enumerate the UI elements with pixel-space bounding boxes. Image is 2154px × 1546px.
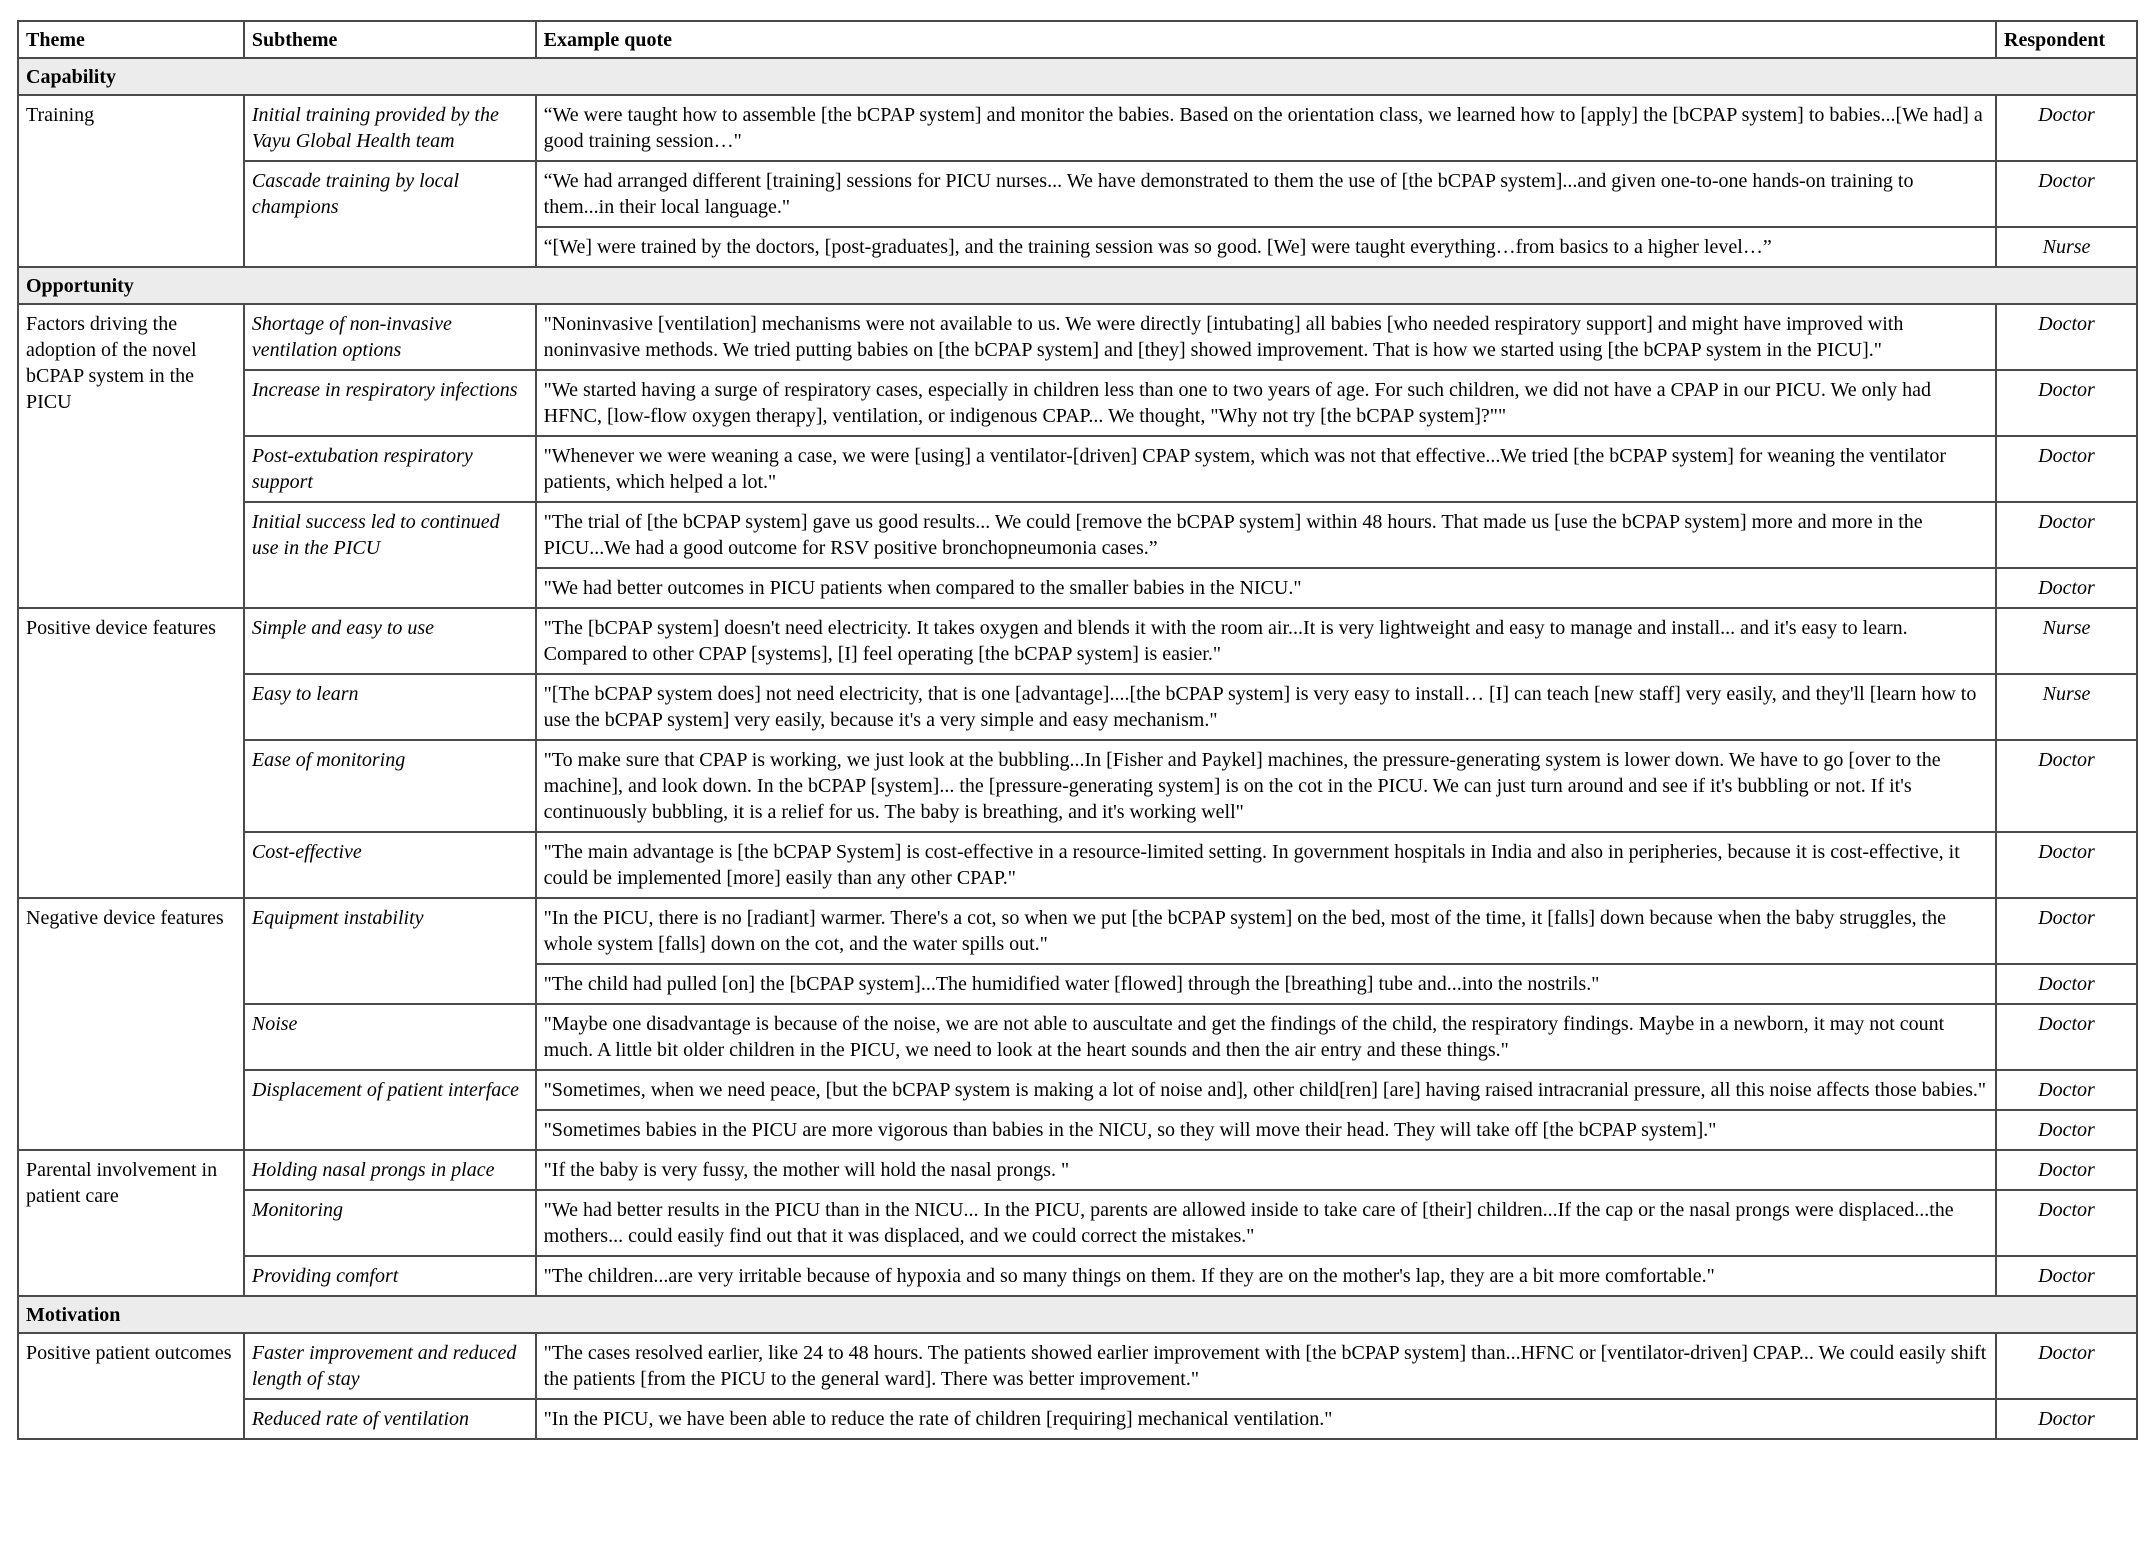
respondent-cell: Nurse [1996,227,2137,267]
table-row [18,740,2137,832]
respondent-cell: Doctor [1996,568,2137,608]
theme-cell: Training [18,95,244,267]
theme-cell: Positive device features [18,608,244,898]
section-motivation: Motivation [18,1296,2137,1333]
respondent-cell: Doctor [1996,1070,2137,1110]
subtheme-cell: Ease of monitoring [244,740,536,832]
table-row [18,1399,2137,1439]
subtheme-cell: Reduced rate of ventilation [244,1399,536,1439]
respondent-cell: Doctor [1996,1333,2137,1399]
respondent-cell: Nurse [1996,674,2137,740]
quote-cell: "If the baby is very fussy, the mother will hold the nasal prongs. " [536,1150,1996,1190]
table-row [18,436,2137,502]
subtheme-cell: Noise [244,1004,536,1070]
respondent-cell: Doctor [1996,1190,2137,1256]
theme-cell: Parental involvement in patient care [18,1150,244,1296]
quote-cell: "The [bCPAP system] doesn't need electricity. It takes oxygen and blends it with the room air...It is very lightweight and easy to manage and install... and it's easy to learn. Compared to other CPAP [systems], [I] feel operating [the bCPAP system] is easier." [536,608,1996,674]
subtheme-cell: Displacement of patient interface [244,1070,536,1150]
subtheme-cell: Post-extubation respiratory support [244,436,536,502]
quote-cell: "Sometimes babies in the PICU are more vigorous than babies in the NICU, so they will move their head. They will take off [the bCPAP system]." [536,1110,1996,1150]
theme-cell: Negative device features [18,898,244,1150]
quote-cell: "We had better outcomes in PICU patients when compared to the smaller babies in the NICU." [536,568,1996,608]
quote-cell: "The child had pulled [on] the [bCPAP system]...The humidified water [flowed] through the [breathing] tube and...into the nostrils." [536,964,1996,1004]
subtheme-cell: Cascade training by local champions [244,161,536,267]
table-row [18,304,2137,370]
quote-cell: "Noninvasive [ventilation] mechanisms were not available to us. We were directly [intubating] all babies [who needed respiratory support] and might have improved with noninvasive methods. We tried putting babies on [the bCPAP system] and [they] showed improvement. That is how we started using [the bCPAP system in the PICU]." [536,304,1996,370]
respondent-cell: Doctor [1996,740,2137,832]
header-quote: Example quote [536,21,1996,58]
table-row [18,161,2137,227]
table-row [18,1004,2137,1070]
quote-cell: "[The bCPAP system does] not need electricity, that is one [advantage]....[the bCPAP system] is very easy to install… [I] can teach [new staff] very easily, and they'll [learn how to use the bCPAP system] very easily, because it's a very simple and easy mechanism." [536,674,1996,740]
theme-cell: Factors driving the adoption of the novel bCPAP system in the PICU [18,304,244,608]
quote-cell: "In the PICU, we have been able to reduce the rate of children [requiring] mechanical ventilation." [536,1399,1996,1439]
subtheme-cell: Faster improvement and reduced length of stay [244,1333,536,1399]
table-row [18,1190,2137,1256]
table-row [18,1150,2137,1190]
quote-cell: "The trial of [the bCPAP system] gave us good results... We could [remove the bCPAP system] within 48 hours. That made us [use the bCPAP system] more and more in the PICU...We had a good outcome for RSV positive bronchopneumonia cases.” [536,502,1996,568]
table-row [18,608,2137,674]
respondent-cell: Doctor [1996,1399,2137,1439]
table-row [18,95,2137,161]
respondent-cell: Doctor [1996,964,2137,1004]
subtheme-cell: Providing comfort [244,1256,536,1296]
respondent-cell: Doctor [1996,1004,2137,1070]
section-opportunity: Opportunity [18,267,2137,304]
respondent-cell: Doctor [1996,898,2137,964]
table-row [18,370,2137,436]
quote-cell: "We had better results in the PICU than in the NICU... In the PICU, parents are allowed inside to take care of [their] children...If the cap or the nasal prongs were displaced...the mothers... could easily find out that it was displaced, and we could correct the mistakes." [536,1190,1996,1256]
quote-cell: "Maybe one disadvantage is because of the noise, we are not able to auscultate and get the findings of the child, the respiratory findings. Maybe in a newborn, it may not count much. A little bit older children in the PICU, we need to look at the heart sounds and then the air entry and these things." [536,1004,1996,1070]
subtheme-cell: Increase in respiratory infections [244,370,536,436]
theme-cell: Positive patient outcomes [18,1333,244,1439]
quote-cell: “We had arranged different [training] sessions for PICU nurses... We have demonstrated to them the use of [the bCPAP system]...and given one-to-one hands-on training to them...in their local language." [536,161,1996,227]
quote-cell: "The children...are very irritable because of hypoxia and so many things on them. If they are on the mother's lap, they are a bit more comfortable." [536,1256,1996,1296]
respondent-cell: Doctor [1996,370,2137,436]
subtheme-cell: Easy to learn [244,674,536,740]
quote-cell: "In the PICU, there is no [radiant] warmer. There's a cot, so when we put [the bCPAP system] on the bed, most of the time, it [falls] down because when the baby struggles, the whole system [falls] down on the cot, and the water spills out." [536,898,1996,964]
section-row [18,267,2137,304]
header-subtheme: Subtheme [244,21,536,58]
themes-table [17,20,2138,1440]
table-row [18,832,2137,898]
respondent-cell: Nurse [1996,608,2137,674]
quote-cell: “[We] were trained by the doctors, [post-graduates], and the training session was so good. [We] were taught everything…from basics to a higher level…” [536,227,1996,267]
table-row [18,898,2137,964]
respondent-cell: Doctor [1996,436,2137,502]
header-respondent: Respondent [1996,21,2137,58]
section-row [18,1296,2137,1333]
table-row [18,1256,2137,1296]
header-row [18,21,2137,58]
respondent-cell: Doctor [1996,502,2137,568]
quote-cell: "The cases resolved earlier, like 24 to 48 hours. The patients showed earlier improvement with [the bCPAP system] than...HFNC or [ventilator-driven] CPAP... We could easily shift the patients [from the PICU to the general ward]. There was better improvement." [536,1333,1996,1399]
table-row [18,1333,2137,1399]
table-row [18,502,2137,568]
respondent-cell: Doctor [1996,1110,2137,1150]
respondent-cell: Doctor [1996,95,2137,161]
subtheme-cell: Simple and easy to use [244,608,536,674]
subtheme-cell: Holding nasal prongs in place [244,1150,536,1190]
subtheme-cell: Initial success led to continued use in the PICU [244,502,536,608]
quote-cell: "Sometimes, when we need peace, [but the bCPAP system is making a lot of noise and], other child[ren] [are] having raised intracranial pressure, all this noise affects those babies." [536,1070,1996,1110]
quote-cell: “We were taught how to assemble [the bCPAP system] and monitor the babies. Based on the orientation class, we learned how to [apply] the [bCPAP system] to babies...[We had] a good training session…" [536,95,1996,161]
respondent-cell: Doctor [1996,1150,2137,1190]
subtheme-cell: Initial training provided by the Vayu Global Health team [244,95,536,161]
quote-cell: "Whenever we were weaning a case, we were [using] a ventilator-[driven] CPAP system, which was not that effective...We tried [the bCPAP system] for weaning the ventilator patients, which helped a lot." [536,436,1996,502]
table-row [18,674,2137,740]
header-theme: Theme [18,21,244,58]
quote-cell: "The main advantage is [the bCPAP System] is cost-effective in a resource-limited setting. In government hospitals in India and also in peripheries, because it is cost-effective, it could be implemented [more] easily than any other CPAP." [536,832,1996,898]
section-row [18,58,2137,95]
subtheme-cell: Monitoring [244,1190,536,1256]
subtheme-cell: Shortage of non-invasive ventilation options [244,304,536,370]
respondent-cell: Doctor [1996,304,2137,370]
subtheme-cell: Cost-effective [244,832,536,898]
respondent-cell: Doctor [1996,832,2137,898]
section-capability: Capability [18,58,2137,95]
respondent-cell: Doctor [1996,1256,2137,1296]
quote-cell: "To make sure that CPAP is working, we just look at the bubbling...In [Fisher and Paykel] machines, the pressure-generating system is lower down. We have to go [over to the machine], and look down. In the bCPAP [system]... the [pressure-generating system] is on the cot in the PICU. We can just turn around and see if it's bubbling or not. If it's continuously bubbling, it is a relief for us. The baby is breathing, and it's working well" [536,740,1996,832]
table-row [18,1070,2137,1110]
subtheme-cell: Equipment instability [244,898,536,1004]
respondent-cell: Doctor [1996,161,2137,227]
quote-cell: "We started having a surge of respiratory cases, especially in children less than one to two years of age. For such children, we did not have a CPAP in our PICU. We only had HFNC, [low-flow oxygen therapy], ventilation, or indigenous CPAP... We thought, "Why not try [the bCPAP system]?"" [536,370,1996,436]
